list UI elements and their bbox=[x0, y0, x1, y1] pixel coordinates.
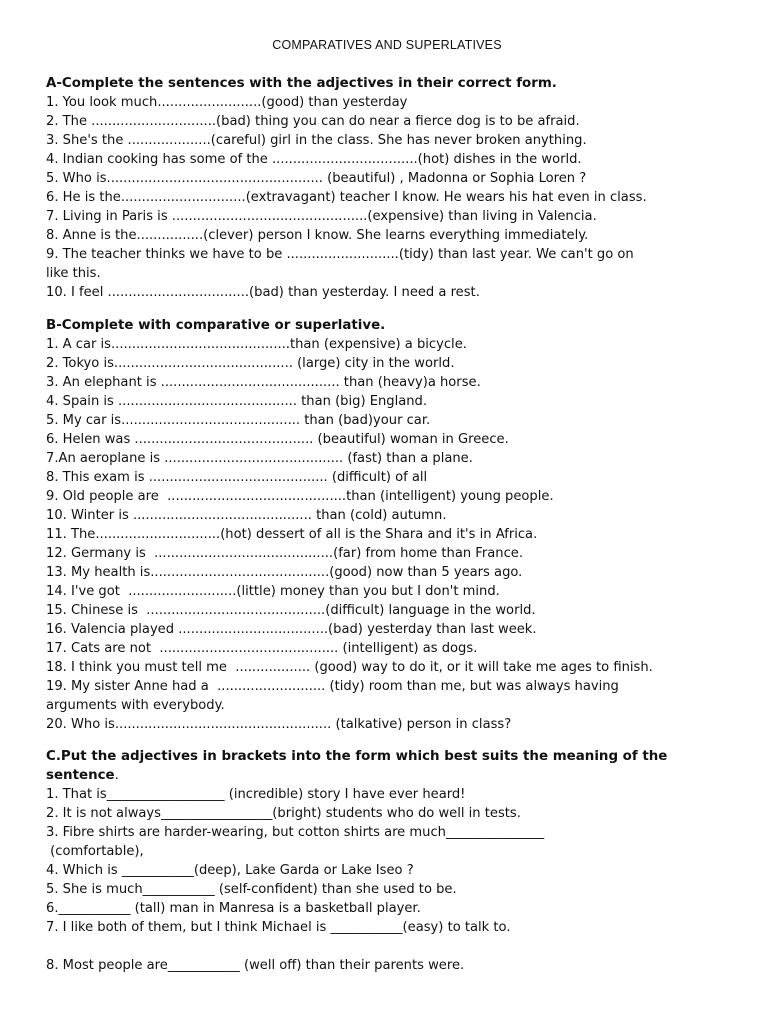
section-b-line: 11. The..............................(hot) dessert of all is the Shara and it's in Africa. bbox=[46, 527, 538, 542]
section-c-line: 3. Fibre shirts are harder-wearing, but cotton shirts are much_______________ bbox=[46, 825, 545, 840]
section-c bbox=[46, 747, 728, 975]
section-b-line: 5. My car is........................................... than (bad)your car. bbox=[46, 413, 431, 428]
section-b-line: 15. Chinese is ...........................................(difficult) language in the world. bbox=[46, 603, 536, 618]
section-a-line: 6. He is the..............................(extravagant) teacher I know. He wears his hat even in class. bbox=[46, 190, 647, 205]
section-c-line: 2. It is not always_________________(bright) students who do well in tests. bbox=[46, 806, 521, 821]
section-a-line: 3. She's the ....................(careful) girl in the class. She has never broken anything. bbox=[46, 133, 587, 148]
section-a-line: 9. The teacher thinks we have to be ...........................(tidy) than last year. We can't go on bbox=[46, 247, 634, 262]
section-c-line: 4. Which is ___________(deep), Lake Garda or Lake Iseo ? bbox=[46, 863, 414, 878]
worksheet-title: COMPARATIVES AND SUPERLATIVES bbox=[272, 38, 502, 52]
section-c-line: 6.___________ (tall) man in Manresa is a basketball player. bbox=[46, 901, 421, 916]
section-b-line: 8. This exam is ........................................... (difficult) of all bbox=[46, 470, 428, 485]
section-b-line: 13. My health is...........................................(good) now than 5 years ago. bbox=[46, 565, 523, 580]
section-b-line: arguments with everybody. bbox=[46, 698, 225, 713]
section-b-line: 16. Valencia played ....................................(bad) yesterday than last week. bbox=[46, 622, 537, 637]
section-b-line: 4. Spain is ........................................... than (big) England. bbox=[46, 394, 428, 409]
section-b-line: 2. Tokyo is........................................... (large) city in the world. bbox=[46, 356, 455, 371]
section-b-line: 20. Who is.................................................... (talkative) person in class? bbox=[46, 717, 512, 732]
section-b-line: 6. Helen was ........................................... (beautiful) woman in Greece. bbox=[46, 432, 509, 447]
section-a-line: 4. Indian cooking has some of the ...................................(hot) dishes in the world. bbox=[46, 152, 582, 167]
section-c-line: 7. I like both of them, but I think Michael is ___________(easy) to talk to. bbox=[46, 920, 511, 935]
section-c-line: 1. That is__________________ (incredible) story I have ever heard! bbox=[46, 787, 466, 802]
section-a-line: 7. Living in Paris is ...............................................(expensive) than living in Valencia. bbox=[46, 209, 597, 224]
section-c-line: 8. Most people are___________ (well off) than their parents were. bbox=[46, 958, 465, 973]
section-a-line: like this. bbox=[46, 266, 101, 281]
section-b-line: 10. Winter is ........................................... than (cold) autumn. bbox=[46, 508, 447, 523]
section-b-line: 14. I've got ..........................(little) money than you but I don't mind. bbox=[46, 584, 500, 599]
section-a-line: 8. Anne is the................(clever) person I know. She learns everything immediately. bbox=[46, 228, 589, 243]
section-c-heading-word: sentence bbox=[46, 768, 115, 783]
section-b-line: 17. Cats are not ........................................... (intelligent) as dogs. bbox=[46, 641, 478, 656]
section-b-line: 7.An aeroplane is ........................................... (fast) than a plane. bbox=[46, 451, 473, 466]
section-b-heading: B-Complete with comparative or superlative. bbox=[46, 318, 386, 333]
section-a-heading: A-Complete the sentences with the adjectives in their correct form. bbox=[46, 76, 557, 91]
section-a bbox=[46, 74, 728, 302]
section-b-line: 18. I think you must tell me .................. (good) way to do it, or it will take me ages to finish. bbox=[46, 660, 653, 675]
section-a-line: 5. Who is.................................................... (beautiful) , Madonna or Sophia Loren ? bbox=[46, 171, 587, 186]
section-b-line: 9. Old people are ...........................................than (intelligent) young people. bbox=[46, 489, 554, 504]
section-a-line: 2. The ..............................(bad) thing you can do near a fierce dog is to be afraid. bbox=[46, 114, 580, 129]
section-c-heading-period: . bbox=[114, 768, 119, 783]
section-b bbox=[46, 316, 728, 734]
section-b-line: 12. Germany is ...........................................(far) from home than France. bbox=[46, 546, 524, 561]
section-c-line: 5. She is much___________ (self-confident) than she used to be. bbox=[46, 882, 457, 897]
section-c-line: (comfortable), bbox=[46, 844, 144, 859]
section-a-line: 1. You look much.........................(good) than yesterday bbox=[46, 95, 408, 110]
section-c-heading: C.Put the adjectives in brackets into the form which best suits the meaning of the bbox=[46, 749, 668, 764]
section-b-line: 3. An elephant is ........................................... than (heavy)a horse. bbox=[46, 375, 481, 390]
section-c-heading-cont bbox=[46, 766, 728, 785]
section-b-line: 19. My sister Anne had a .......................... (tidy) room than me, but was always having bbox=[46, 679, 619, 694]
section-a-line: 10. I feel ..................................(bad) than yesterday. I need a rest. bbox=[46, 285, 480, 300]
section-b-line: 1. A car is...........................................than (expensive) a bicycle. bbox=[46, 337, 467, 352]
